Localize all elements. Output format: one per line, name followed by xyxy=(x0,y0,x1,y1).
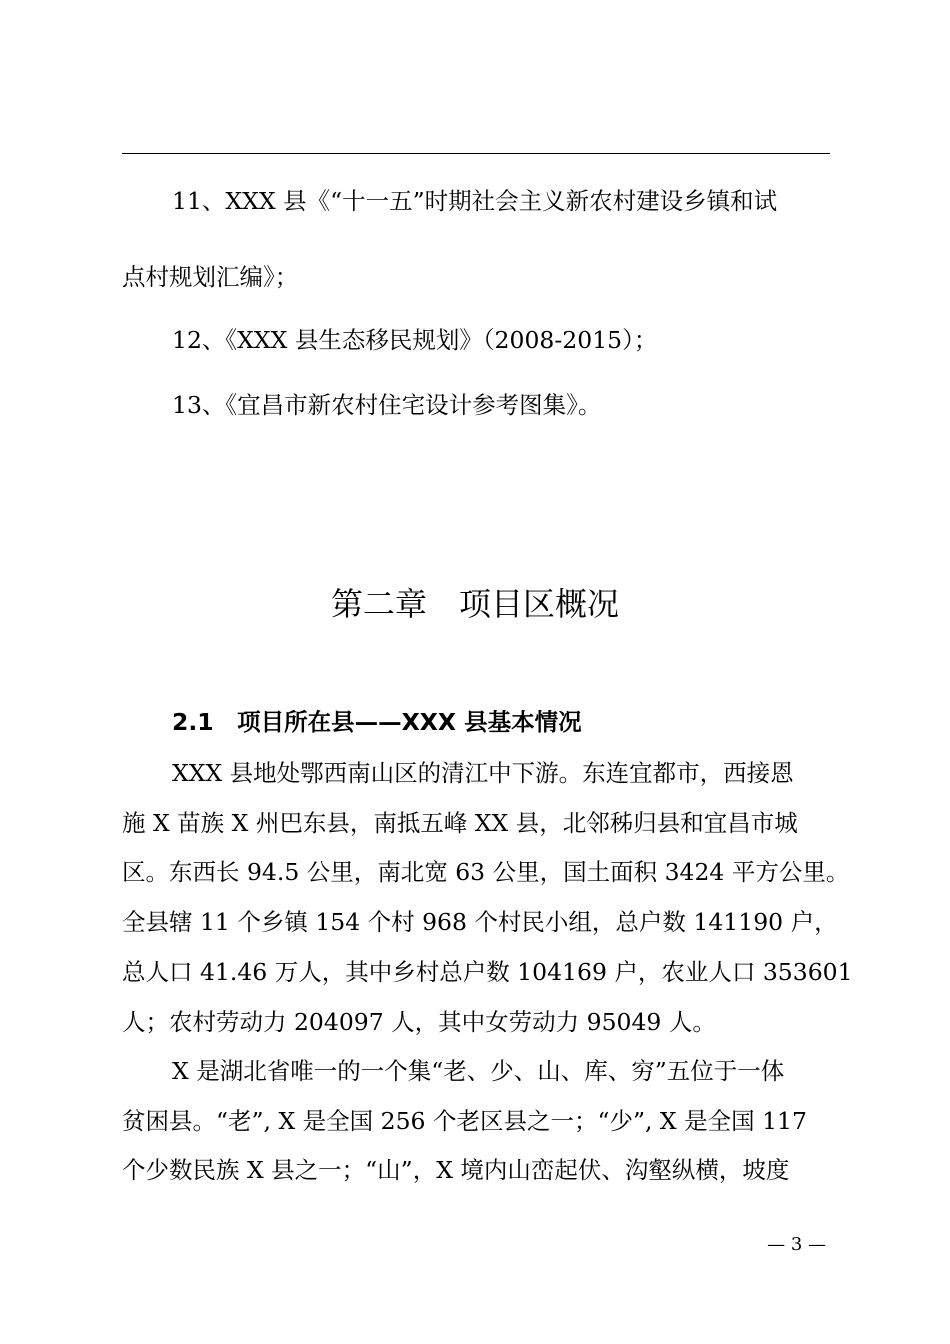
reference-item-12: 12、《XXX 县生态移民规划》（2008-2015）； xyxy=(172,326,658,354)
body-line: 个少数民族 X 县之一；“山”，X 境内山峦起伏、沟壑纵横，坡度 xyxy=(122,1156,790,1184)
header-rule xyxy=(122,153,830,154)
body-line: 总人口 41.46 万人，其中乡村总户数 104169 户，农业人口 353601 xyxy=(122,958,853,986)
reference-item-11-continued: 点村规划汇编》； xyxy=(122,263,299,291)
chapter-title: 第二章 项目区概况 xyxy=(330,585,619,623)
reference-item-13: 13、《宜昌市新农村住宅设计参考图集》。 xyxy=(172,391,602,419)
body-line: 施 X 苗族 X 州巴东县，南抵五峰 XX 县，北邻秭归县和宜昌市城 xyxy=(122,809,798,837)
body-line: X 是湖北省唯一的一个集“老、少、山、库、穷”五位于一体 xyxy=(172,1057,785,1085)
body-line: 人；农村劳动力 204097 人，其中女劳动力 95049 人。 xyxy=(122,1008,716,1036)
page-number: — 3 — xyxy=(767,1234,826,1255)
section-title: 2.1 项目所在县——XXX 县基本情况 xyxy=(172,708,582,736)
body-line: 贫困县。“老”, X 是全国 256 个老区县之一；“少”, X 是全国 117 xyxy=(122,1107,807,1135)
reference-item-11: 11、XXX 县《“十一五”时期社会主义新农村建设乡镇和试 xyxy=(172,187,778,215)
body-line: 全县辖 11 个乡镇 154 个村 968 个村民小组，总户数 141190 户， xyxy=(122,908,838,936)
body-line: XXX 县地处鄂西南山区的清江中下游。东连宜都市，西接恩 xyxy=(172,759,794,787)
body-line: 区。东西长 94.5 公里，南北宽 63 公里，国土面积 3424 平方公里。 xyxy=(122,858,850,886)
